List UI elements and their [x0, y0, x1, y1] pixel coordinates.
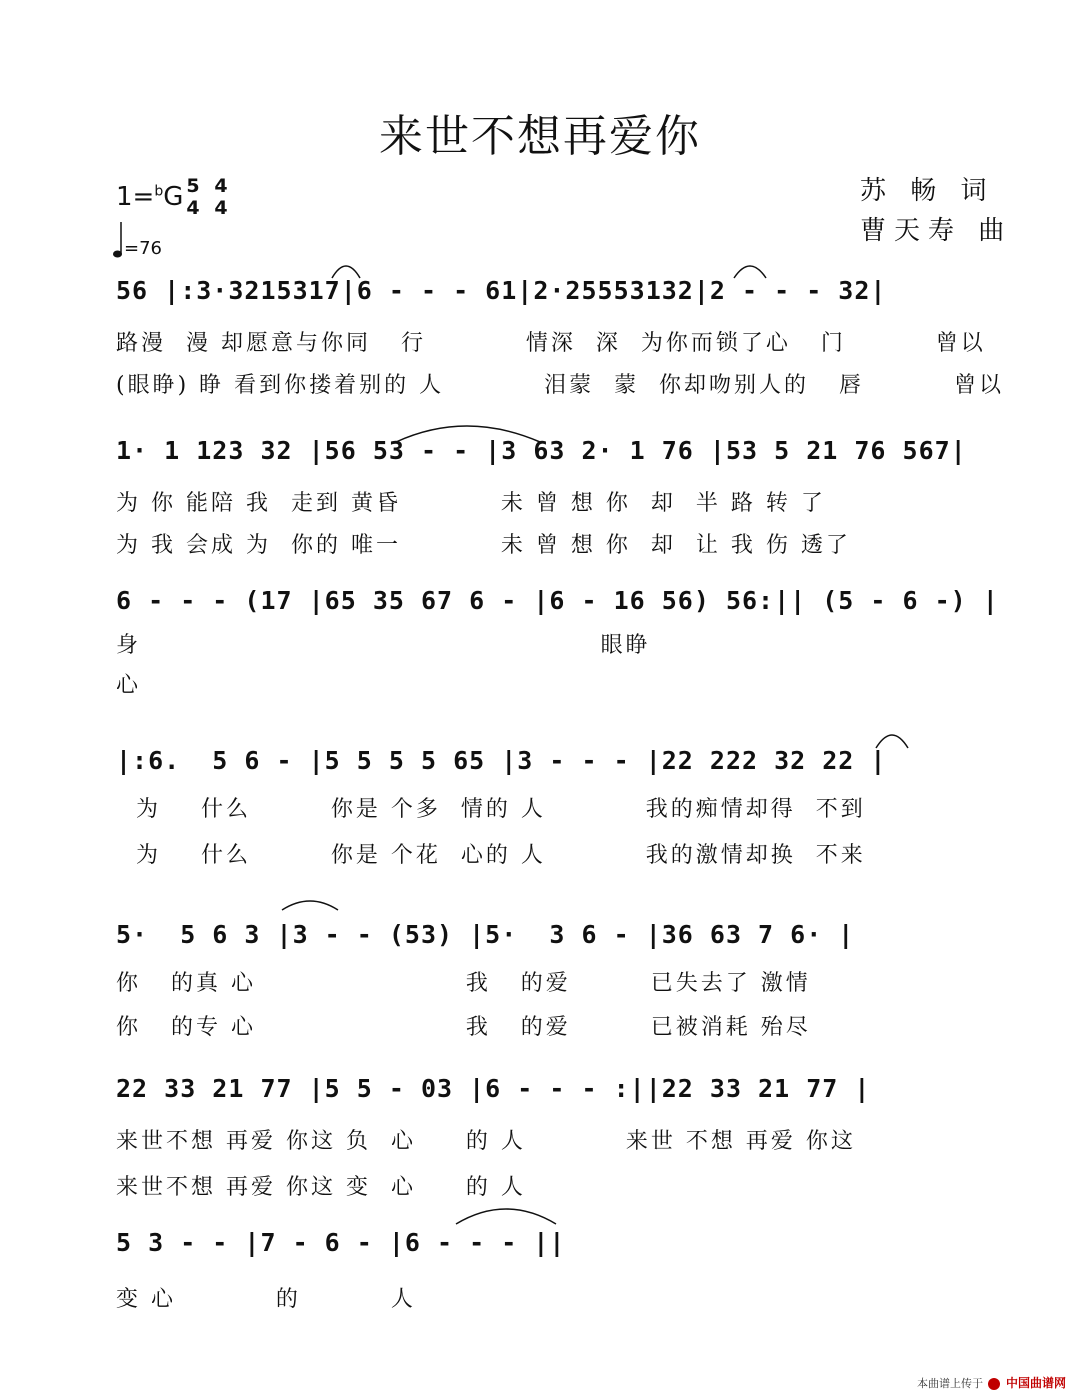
lyric-row-7-verse-1: 变 心 的 人 — [116, 1287, 416, 1312]
lyric-row-1-verse-1: 路漫 漫 却愿意与你同 行 情深 深 为你而锁了心 门 曾以 — [116, 331, 986, 356]
notation-row-5: 5· 5 6 3 |3 - - (53) |5· 3 6 - |36 63 7 6· | — [116, 920, 855, 949]
flat-sign: b — [154, 183, 164, 200]
lyric-row-3-verse-2: 心 — [116, 673, 142, 698]
tempo-marking: =76 — [124, 238, 162, 259]
key-letter: G — [163, 182, 184, 212]
lyric-row-2-verse-2: 为 我 会成 为 你的 唯一 未 曾 想 你 却 让 我 伤 透了 — [116, 533, 851, 558]
notation-row-7: 5 3 - - |7 - 6 - |6 - - - || — [116, 1228, 566, 1257]
notation-row-2: 1· 1 123 32 |56 53 - - |3 63 2· 1 76 |53 5 21 76 567| — [116, 436, 967, 465]
lyricist-credit: 苏 畅 词 — [860, 176, 995, 206]
meter-top: 4 — [214, 175, 228, 197]
meter-top: 5 — [186, 175, 200, 197]
lyric-row-4-verse-2: 为 什么 你是 个花 心的 人 我的激情却换 不来 — [116, 843, 866, 868]
meter-bottom: 4 — [186, 197, 200, 219]
notation-row-4: |:6. 5 6 - |5 5 5 5 65 |3 - - - |22 222 32 22 | — [116, 746, 887, 775]
lyric-row-6-verse-1: 来世不想 再爱 你这 负 心 的 人 来世 不想 再爱 你这 — [116, 1129, 856, 1154]
lyric-row-2-verse-1: 为 你 能陪 我 走到 黄昏 未 曾 想 你 却 半 路 转 了 — [116, 491, 826, 516]
lyric-row-4-verse-1: 为 什么 你是 个多 情的 人 我的痴情却得 不到 — [116, 797, 866, 822]
lyric-row-3-verse-1: 身 眼睁 — [116, 633, 651, 658]
notation-row-6: 22 33 21 77 |5 5 - 03 |6 - - - :||22 33 21 77 | — [116, 1074, 871, 1103]
lyric-row-5-verse-2: 你 的专 心 我 的爱 已被消耗 殆尽 — [116, 1015, 811, 1040]
composer-credit: 曹天寿 曲 — [860, 216, 1013, 246]
footer-site: 中国曲谱网 — [1005, 1376, 1066, 1390]
notation-row-3: 6 - - - (17 |65 35 67 6 - |6 - 16 56) 56:|| (5 - 6 -) | — [116, 586, 999, 615]
lyric-row-5-verse-1: 你 的真 心 我 的爱 已失去了 激情 — [116, 971, 811, 996]
lyric-row-6-verse-2: 来世不想 再爱 你这 变 心 的 人 — [116, 1175, 526, 1200]
key-prefix: 1= — [116, 182, 155, 212]
site-logo-icon — [988, 1378, 1000, 1390]
notation-row-1: 56 |:3·3215317|6 - - - 61|2·25553132|2 - - - 32| — [116, 276, 887, 305]
meter-bottom: 4 — [214, 197, 228, 219]
lyric-row-1-verse-2: (眼睁) 睁 看到你搂着别的 人 泪蒙 蒙 你却吻别人的 唇 曾以 — [116, 373, 1004, 398]
song-title: 来世不想再爱你 — [379, 111, 701, 162]
footer-text: 本曲谱上传于 — [916, 1377, 983, 1390]
upload-footer — [917, 1374, 1066, 1391]
